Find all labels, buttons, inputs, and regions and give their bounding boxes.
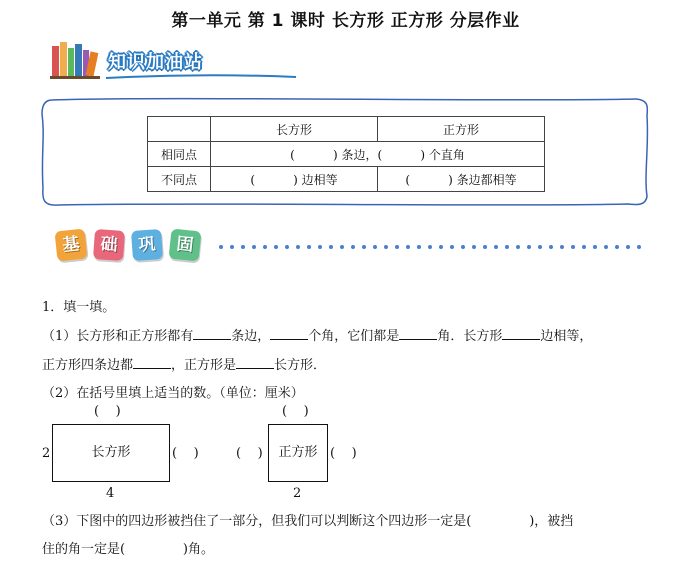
text: 条边， (231, 329, 271, 344)
question-heading: 1．填一填。 (42, 300, 116, 315)
dotted-divider (218, 244, 648, 250)
divider-dot (219, 245, 223, 249)
divider-dot (340, 245, 344, 249)
square-top-blank[interactable]: ( ) (282, 404, 309, 419)
divider-dot (395, 245, 399, 249)
text: ，正方形是 (171, 358, 237, 373)
divider-dot (571, 245, 575, 249)
table-row (148, 167, 545, 192)
knowledge-banner (50, 40, 250, 84)
banner-tile: 基 (55, 229, 88, 262)
table-header-cell: 正方形 (378, 117, 545, 142)
rect-label: 长方形 (91, 445, 131, 460)
fill-cell[interactable]: ( ) 条边都相等 (378, 167, 545, 192)
basic-banner (48, 224, 648, 272)
divider-dot (362, 245, 366, 249)
page-title: 第一单元 第 1 课时 长方形 正方形 分层作业 (171, 11, 520, 31)
table-row (148, 142, 545, 167)
divider-dot (593, 245, 597, 249)
divider-dot (285, 245, 289, 249)
divider-dot (230, 245, 234, 249)
table-header-cell (148, 117, 211, 142)
text: 正方形四条边都 (42, 358, 134, 373)
text: 边相等， (540, 329, 593, 344)
divider-dot (450, 245, 454, 249)
divider-dot (406, 245, 410, 249)
divider-dot (252, 245, 256, 249)
answer-blank[interactable] (502, 327, 540, 340)
banner-tile: 固 (169, 229, 202, 262)
table-header-cell: 长方形 (211, 117, 378, 142)
question-1-part-3-line-2: 住的角一定是( )角。 (42, 542, 214, 557)
divider-dot (483, 245, 487, 249)
question-1-part-2: （2）在括号里填上适当的数。（单位：厘米） (42, 386, 304, 401)
rect-bottom-label: 4 (106, 486, 115, 501)
divider-dot (318, 245, 322, 249)
divider-dot (428, 245, 432, 249)
answer-blank[interactable] (399, 327, 437, 340)
rect-top-blank[interactable]: ( ) (94, 404, 121, 419)
table-header-row (148, 117, 545, 142)
divider-dot (263, 245, 267, 249)
text: 角．长方形 (437, 329, 503, 344)
comparison-table (147, 116, 545, 192)
banner-tile: 巩 (131, 229, 163, 261)
divider-dot (296, 245, 300, 249)
divider-dot (527, 245, 531, 249)
divider-dot (472, 245, 476, 249)
banner-tile: 础 (93, 229, 125, 261)
divider-dot (615, 245, 619, 249)
divider-dot (516, 245, 520, 249)
question-1-part-1 (42, 325, 592, 344)
divider-dot (494, 245, 498, 249)
divider-dot (560, 245, 564, 249)
banner-underline (106, 74, 296, 80)
divider-dot (549, 245, 553, 249)
rect-right-blank[interactable]: ( ) (172, 446, 199, 461)
divider-dot (582, 245, 586, 249)
divider-dot (274, 245, 278, 249)
row-label: 不同点 (148, 167, 211, 192)
text: 个角，它们都是 (308, 329, 400, 344)
square-shape (268, 424, 328, 482)
divider-dot (505, 245, 509, 249)
rectangle-shape (52, 424, 170, 482)
answer-blank[interactable] (133, 356, 171, 369)
square-label: 正方形 (278, 445, 318, 460)
divider-dot (307, 245, 311, 249)
divider-dot (241, 245, 245, 249)
square-bottom-label: 2 (293, 486, 302, 501)
text: 长方形． (274, 358, 327, 373)
divider-dot (351, 245, 355, 249)
divider-dot (604, 245, 608, 249)
row-label: 相同点 (148, 142, 211, 167)
divider-dot (461, 245, 465, 249)
answer-blank[interactable] (236, 356, 274, 369)
divider-dot (538, 245, 542, 249)
fill-cell[interactable]: ( ) 条边，( ) 个直角 (211, 142, 545, 167)
divider-dot (329, 245, 333, 249)
divider-dot (439, 245, 443, 249)
answer-blank[interactable] (193, 327, 231, 340)
divider-dot (417, 245, 421, 249)
divider-dot (384, 245, 388, 249)
divider-dot (373, 245, 377, 249)
question-1-part-3: （3）下图中的四边形被挡住了一部分，但我们可以判断这个四边形一定是( )，被挡 (42, 514, 574, 529)
square-right-blank[interactable]: ( ) (330, 446, 357, 461)
divider-dot (637, 245, 641, 249)
question-1-part-1-line-2 (42, 354, 326, 373)
square-left-blank[interactable]: ( ) (236, 446, 263, 461)
divider-dot (626, 245, 630, 249)
rect-left-label: 2 (42, 446, 51, 461)
answer-blank[interactable] (270, 327, 308, 340)
knowledge-banner-label: 知识加油站 (108, 52, 203, 73)
text: （1）长方形和正方形都有 (42, 329, 194, 344)
books-icon (50, 40, 102, 80)
fill-cell[interactable]: ( ) 边相等 (211, 167, 378, 192)
